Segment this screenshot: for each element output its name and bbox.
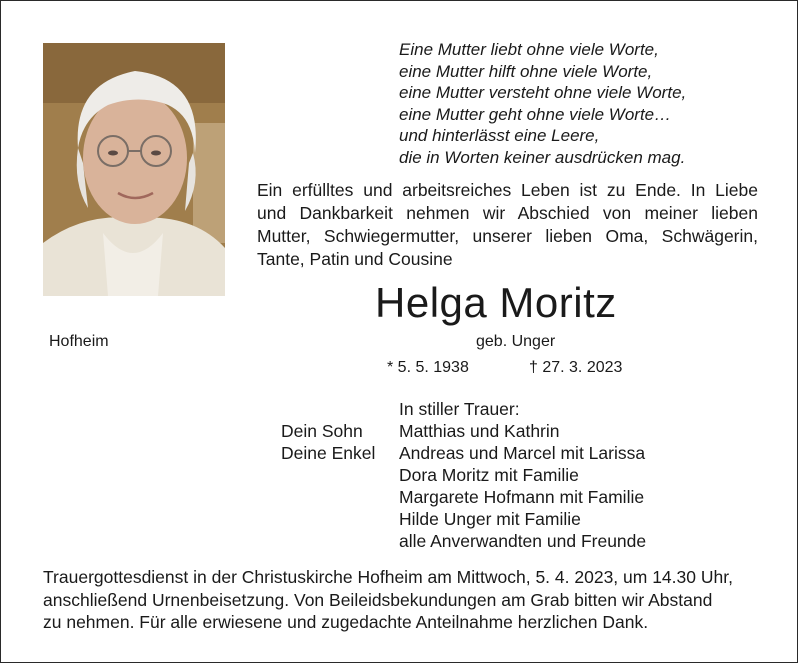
death-date: † 27. 3. 2023 <box>529 359 623 376</box>
mourner-names: alle Anverwandten und Freunde <box>399 531 647 551</box>
footer-line: anschließend Urnenbeisetzung. Von Beileidsbekundungen am Grab bitten wir Abstand <box>43 589 713 610</box>
poem-line: und hinterlässt eine Leere, <box>399 126 600 145</box>
intro-line: Tante, Patin und Cousine <box>257 249 453 269</box>
mourner-row <box>281 486 646 508</box>
poem-line: die in Worten keiner ausdrücken mag. <box>399 147 686 167</box>
mourner-names: Andreas und Marcel mit Larissa <box>399 443 646 463</box>
mourner-row <box>281 464 646 486</box>
deceased-name: Helga Moritz <box>375 279 617 326</box>
mourner-names: Dora Moritz mit Familie <box>399 465 579 485</box>
poem-line: eine Mutter hilft ohne viele Worte, <box>399 61 653 81</box>
mourners-heading: In stiller Trauer: <box>399 399 520 419</box>
mourner-names: Matthias und Kathrin <box>399 421 560 441</box>
portrait-photo <box>43 43 225 296</box>
service-details <box>43 566 773 634</box>
mourner-row <box>281 420 646 442</box>
footer-line: Trauergottesdienst in der Christuskirche Hofheim am Mittwoch, 5. 4. 2023, um 14.30 Uhr, <box>43 567 733 587</box>
mourner-names: Margarete Hofmann mit Familie <box>399 487 645 507</box>
portrait-image <box>43 43 225 296</box>
mourner-relation: Deine Enkel <box>281 443 376 463</box>
mourner-relation <box>281 508 399 530</box>
intro-line: Mutter, Schwiegermutter, unserer lieben Oma, Schwägerin, <box>257 226 758 246</box>
birth-date: * 5. 5. 1938 <box>387 359 469 376</box>
mourner-relation <box>281 486 399 508</box>
poem-line: eine Mutter versteht ohne viele Worte, <box>399 83 687 102</box>
mourner-relation <box>281 464 399 486</box>
mourner-relation: Dein Sohn <box>281 421 363 441</box>
poem-line: eine Mutter geht ohne viele Worte… <box>399 104 672 124</box>
intro-text <box>257 179 758 271</box>
intro-line: und Dankbarkeit nehmen wir Abschied von meiner lieben <box>257 203 758 223</box>
poem <box>399 39 779 168</box>
poem-line: Eine Mutter liebt ohne viele Worte, <box>399 40 659 59</box>
mourner-relation <box>281 530 399 552</box>
mourner-names: Hilde Unger mit Familie <box>399 509 581 529</box>
mourners-list <box>281 398 646 552</box>
maiden-name: geb. Unger <box>476 333 556 350</box>
mourner-row <box>281 442 646 464</box>
mourner-row <box>281 508 646 530</box>
deceased-place: Hofheim <box>49 333 109 350</box>
footer-line: zu nehmen. Für alle erwiesene und zugedachte Anteilnahme herzlichen Dank. <box>43 612 649 632</box>
intro-line: Ein erfülltes und arbeitsreiches Leben ist zu Ende. In Liebe <box>257 180 758 200</box>
mourner-row <box>281 530 646 552</box>
